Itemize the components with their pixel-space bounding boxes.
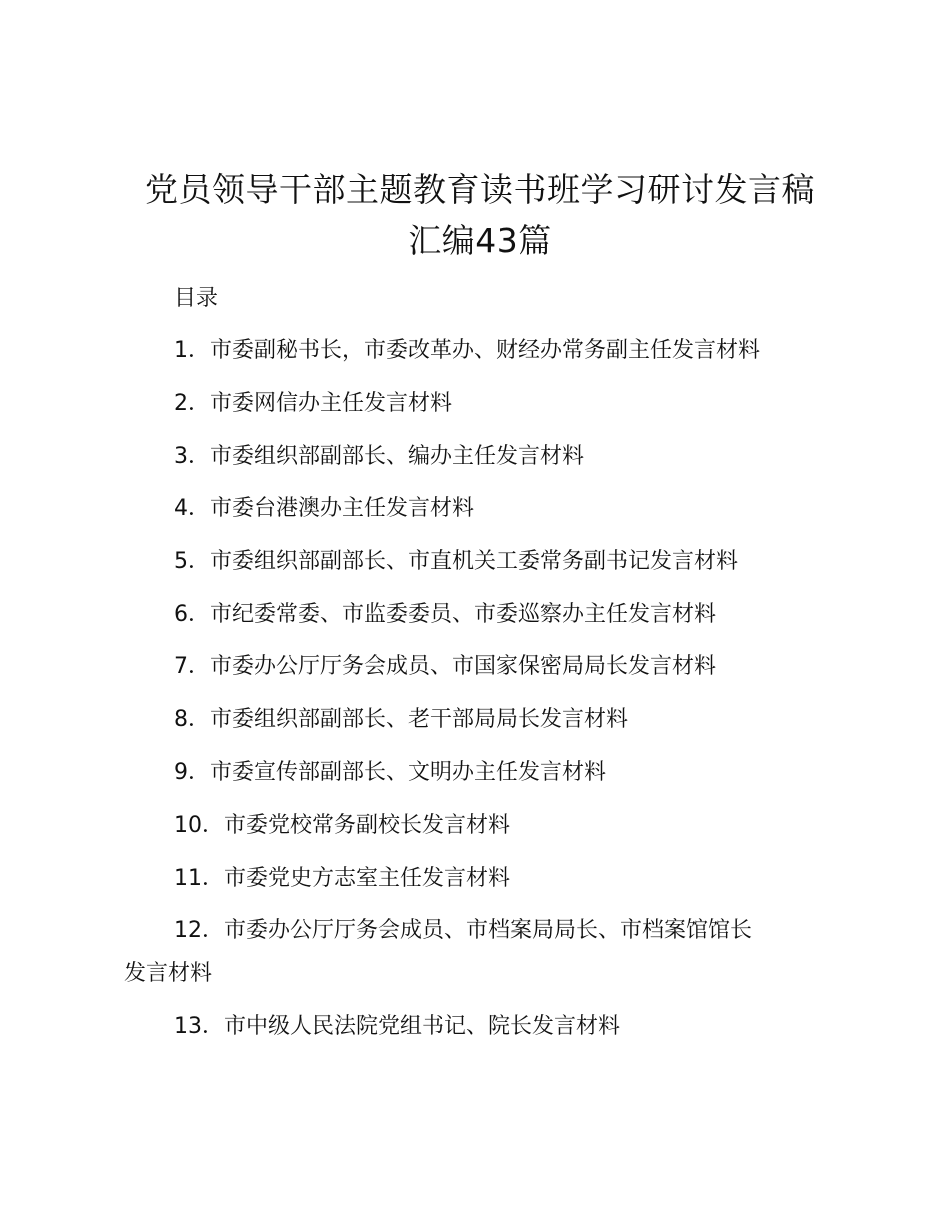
document-title-line-2: 汇编43篇 [408, 221, 552, 260]
toc-heading: 目录 [174, 286, 219, 311]
toc-item-11: 11．市委党史方志室主任发言材料 [174, 866, 510, 891]
document-title-line-1: 党员领导干部主题教育读书班学习研讨发言稿 [145, 170, 815, 209]
toc-item-2: 2．市委网信办主任发言材料 [174, 391, 452, 416]
toc-item-9: 9．市委宣传部副部长、文明办主任发言材料 [174, 760, 606, 785]
toc-item-5: 5．市委组织部副部长、市直机关工委常务副书记发言材料 [174, 549, 738, 574]
toc-item-3: 3．市委组织部副部长、编办主任发言材料 [174, 444, 584, 469]
toc-item-13: 13．市中级人民法院党组书记、院长发言材料 [174, 1014, 620, 1039]
toc-item-6: 6．市纪委常委、市监委委员、市委巡察办主任发言材料 [174, 602, 716, 627]
toc-item-8: 8．市委组织部副部长、老干部局局长发言材料 [174, 707, 628, 732]
toc-item-12: 12．市委办公厅厅务会成员、市档案局局长、市档案馆馆长 [174, 918, 752, 943]
toc-item-10: 10．市委党校常务副校长发言材料 [174, 813, 510, 838]
toc-item-12-continuation: 发言材料 [124, 961, 213, 986]
toc-item-7: 7．市委办公厅厅务会成员、市国家保密局局长发言材料 [174, 654, 716, 679]
toc-item-1: 1．市委副秘书长，市委改革办、财经办常务副主任发言材料 [174, 338, 760, 363]
toc-item-4: 4．市委台港澳办主任发言材料 [174, 496, 474, 521]
